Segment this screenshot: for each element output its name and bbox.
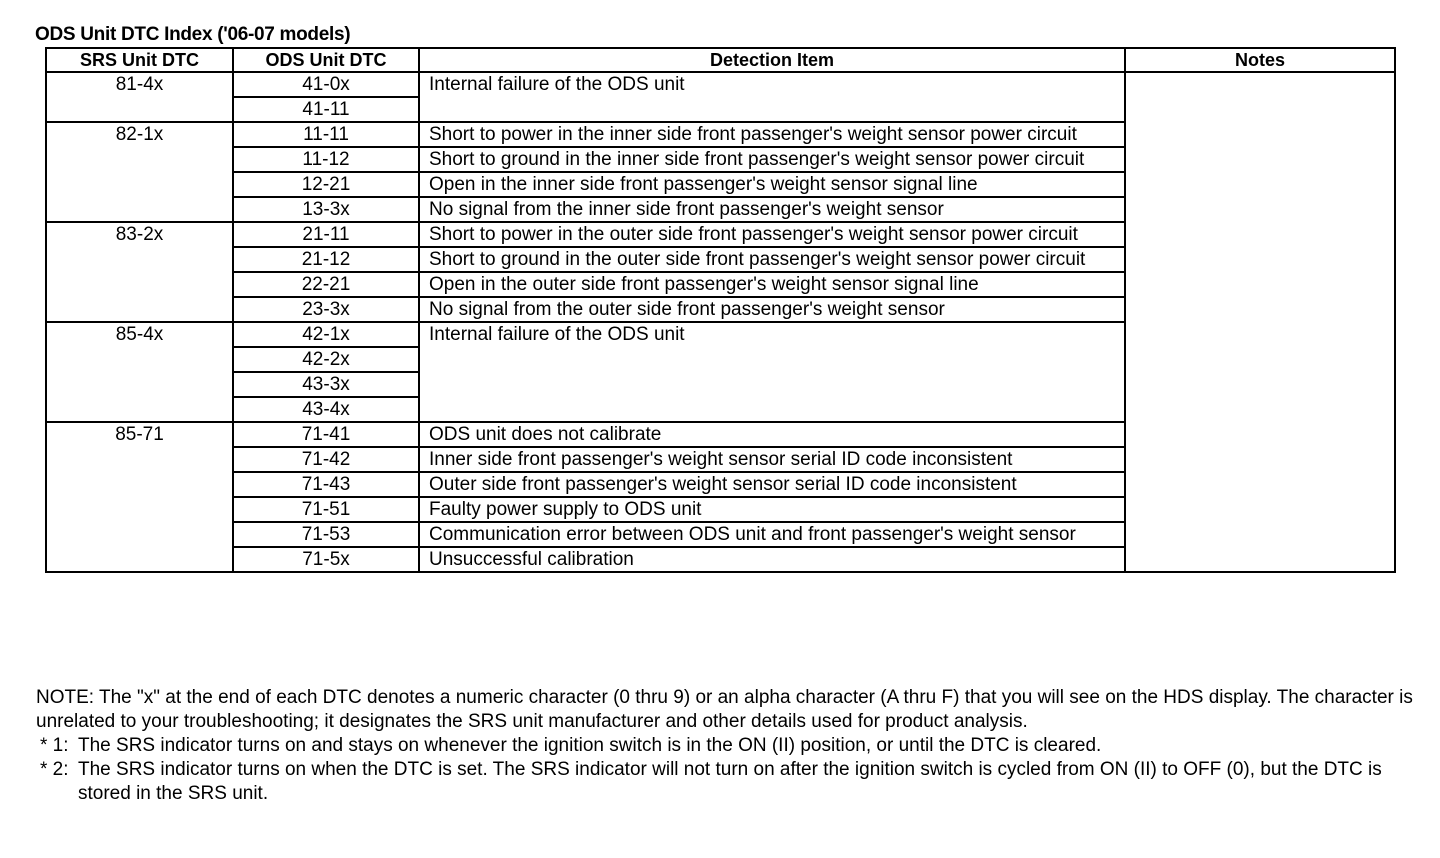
ods-unit-dtc-cell: 12-21: [233, 172, 419, 197]
detection-item-cell: Short to power in the inner side front passenger's weight sensor power circuit: [419, 122, 1125, 147]
detection-item-cell: Open in the inner side front passenger's weight sensor signal line: [419, 172, 1125, 197]
ods-unit-dtc-cell: 71-41: [233, 422, 419, 447]
header-srs-unit-dtc: SRS Unit DTC: [46, 48, 233, 72]
detection-item-cell: Open in the outer side front passenger's weight sensor signal line: [419, 272, 1125, 297]
ods-unit-dtc-cell: 41-0x: [233, 72, 419, 97]
document-title: ODS Unit DTC Index ('06-07 models): [35, 24, 351, 45]
footnote-marker: * 2:: [40, 759, 69, 780]
detection-item-cell: No signal from the inner side front passenger's weight sensor: [419, 197, 1125, 222]
detection-item-cell: Short to power in the outer side front passenger's weight sensor power circuit: [419, 222, 1125, 247]
dtc-index-table: [45, 47, 1396, 573]
ods-unit-dtc-cell: 43-4x: [233, 397, 419, 422]
detection-item-cell: ODS unit does not calibrate: [419, 422, 1125, 447]
header-notes: Notes: [1125, 48, 1395, 72]
ods-unit-dtc-cell: 71-53: [233, 522, 419, 547]
table-header-row: [46, 48, 1395, 72]
ods-unit-dtc-cell: 71-42: [233, 447, 419, 472]
detection-item-cell: Short to ground in the inner side front passenger's weight sensor power circuit: [419, 147, 1125, 172]
ods-unit-dtc-cell: 13-3x: [233, 197, 419, 222]
srs-unit-dtc-cell: 82-1x: [46, 122, 233, 222]
ods-unit-dtc-cell: 71-43: [233, 472, 419, 497]
footnote-list: [36, 734, 1426, 806]
note-text: NOTE: The "x" at the end of each DTC denotes a numeric character (0 thru 9) or an alpha character (A thru F) that you will see on the HDS display. The character is unrelated to your troubleshooting; it designates the SRS unit manufacturer and other details used for product analysis.: [36, 687, 1413, 732]
notes-cell: [1125, 72, 1395, 572]
table-row: [46, 72, 1395, 97]
detection-item-cell: Internal failure of the ODS unit: [419, 72, 1125, 122]
detection-item-cell: Internal failure of the ODS unit: [419, 322, 1125, 422]
footnote-text: The SRS indicator turns on and stays on whenever the ignition switch is in the ON (II) position, or until the DTC is cleared.: [78, 735, 1102, 756]
ods-unit-dtc-cell: 21-12: [233, 247, 419, 272]
ods-unit-dtc-cell: 11-11: [233, 122, 419, 147]
ods-unit-dtc-cell: 42-1x: [233, 322, 419, 347]
header-detection-item: Detection Item: [419, 48, 1125, 72]
srs-unit-dtc-cell: 83-2x: [46, 222, 233, 322]
ods-unit-dtc-cell: 42-2x: [233, 347, 419, 372]
srs-unit-dtc-cell: 85-4x: [46, 322, 233, 422]
ods-unit-dtc-cell: 41-11: [233, 97, 419, 122]
ods-unit-dtc-cell: 23-3x: [233, 297, 419, 322]
detection-item-cell: Unsuccessful calibration: [419, 547, 1125, 572]
detection-item-cell: Communication error between ODS unit and front passenger's weight sensor: [419, 522, 1125, 547]
ods-unit-dtc-cell: 22-21: [233, 272, 419, 297]
srs-unit-dtc-cell: 85-71: [46, 422, 233, 572]
table-body: [46, 72, 1395, 572]
detection-item-cell: Short to ground in the outer side front passenger's weight sensor power circuit: [419, 247, 1125, 272]
detection-item-cell: Faulty power supply to ODS unit: [419, 497, 1125, 522]
footnote-marker: * 1:: [40, 735, 69, 756]
detection-item-cell: Outer side front passenger's weight sensor serial ID code inconsistent: [419, 472, 1125, 497]
footnote-item: [36, 734, 1426, 758]
detection-item-cell: Inner side front passenger's weight sensor serial ID code inconsistent: [419, 447, 1125, 472]
ods-unit-dtc-cell: 71-5x: [233, 547, 419, 572]
footnote-text: The SRS indicator turns on when the DTC is set. The SRS indicator will not turn on after the ignition switch is cycled from ON (II) to OFF (0), but the DTC is stored in the SRS unit.: [78, 759, 1382, 804]
footnote-item: [36, 758, 1426, 806]
ods-unit-dtc-cell: 21-11: [233, 222, 419, 247]
ods-unit-dtc-cell: 71-51: [233, 497, 419, 522]
ods-unit-dtc-cell: 11-12: [233, 147, 419, 172]
header-ods-unit-dtc: ODS Unit DTC: [233, 48, 419, 72]
detection-item-cell: No signal from the outer side front passenger's weight sensor: [419, 297, 1125, 322]
ods-unit-dtc-cell: 43-3x: [233, 372, 419, 397]
notes-section: [36, 686, 1426, 806]
srs-unit-dtc-cell: 81-4x: [46, 72, 233, 122]
